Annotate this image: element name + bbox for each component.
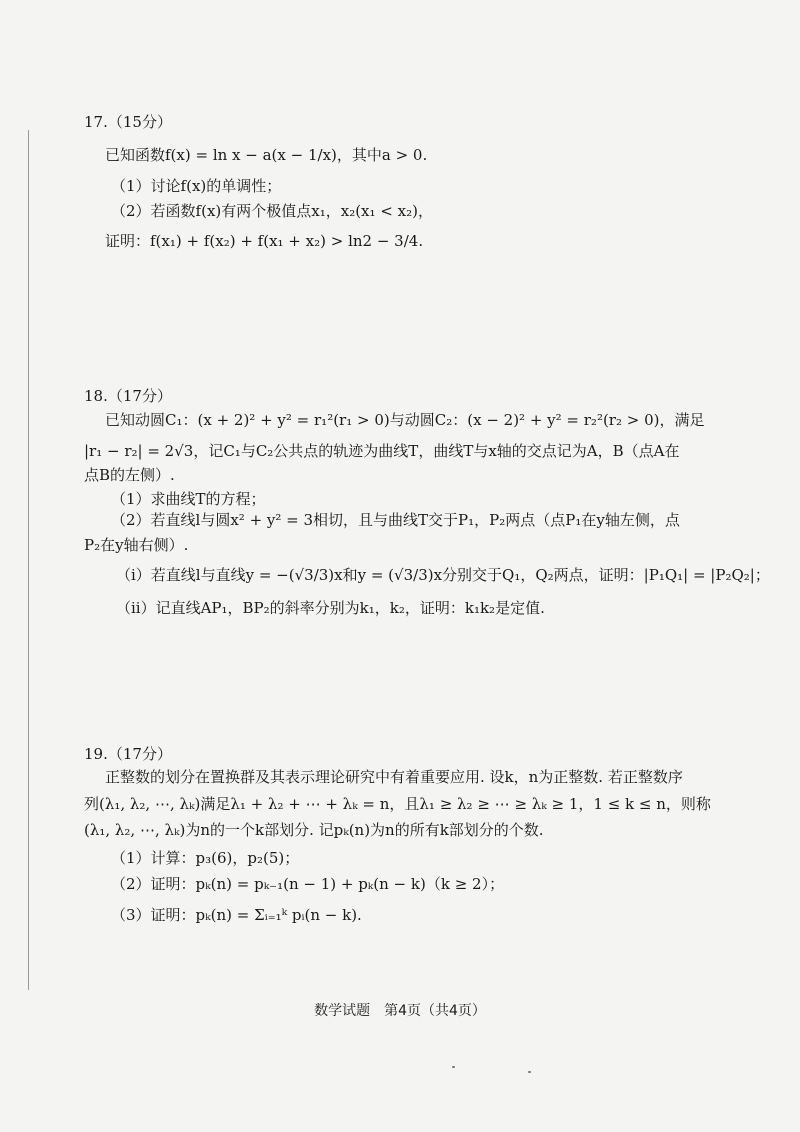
problem-18-title: 18.（17分）	[84, 387, 172, 405]
problem-18-part-1: （1）求曲线T的方程；	[111, 490, 266, 508]
problem-19-stem-line-2: 列(λ₁, λ₂, ⋯, λₖ)满足λ₁ + λ₂ + ⋯ + λₖ = n，且λ₁ ≥ λ₂ ≥ ⋯ ≥ λₖ ≥ 1，1 ≤ k ≤ n，则称	[84, 795, 711, 813]
left-margin-line	[28, 130, 29, 990]
problem-18-stem-line-1: 已知动圆C₁：(x + 2)² + y² = r₁²(r₁ > 0)与动圆C₂：(x − 2)² + y² = r₂²(r₂ > 0)，满足	[105, 411, 705, 429]
problem-17-proof: 证明：f(x₁) + f(x₂) + f(x₁ + x₂) > ln2 − 3/4.	[105, 232, 424, 250]
problem-17-stem: 已知函数f(x) = ln x − a(x − 1/x)，其中a > 0.	[105, 146, 428, 164]
problem-19-part-2: （2）证明：pₖ(n) = pₖ₋₁(n − 1) + pₖ(n − k)（k ≥ 2）；	[111, 875, 505, 893]
problem-18-part-2-ii: （ii）记直线AP₁，BP₂的斜率分别为k₁，k₂，证明：k₁k₂是定值.	[116, 599, 545, 617]
problem-19-part-3: （3）证明：pₖ(n) = Σᵢ₌₁ᵏ pᵢ(n − k).	[111, 906, 362, 924]
scan-speck	[452, 1066, 455, 1068]
problem-19-stem-line-3: (λ₁, λ₂, ⋯, λₖ)为n的一个k部划分. 记pₖ(n)为n的所有k部划分的个数.	[84, 821, 544, 839]
problem-19-stem-line-1: 正整数的划分在置换群及其表示理论研究中有着重要应用. 设k，n为正整数. 若正整数序	[105, 768, 683, 786]
problem-18-part-2-line-1: （2）若直线l与圆x² + y² = 3相切，且与曲线T交于P₁，P₂两点（点P₁在y轴左侧，点	[111, 511, 680, 529]
problem-17-part-1: （1）讨论f(x)的单调性；	[111, 177, 282, 195]
scan-speck	[528, 1071, 531, 1073]
problem-18-part-2-i: （i）若直线l与直线y = −(√3/3)x和y = (√3/3)x分别交于Q₁，Q₂两点，证明：|P₁Q₁| = |P₂Q₂|；	[116, 566, 770, 584]
problem-17-title: 17.（15分）	[84, 113, 172, 131]
problem-19-part-1: （1）计算：p₃(6)，p₂(5)；	[111, 849, 300, 867]
problem-18-stem-line-3: 点B的左侧）.	[84, 466, 175, 484]
problem-19-title: 19.（17分）	[84, 745, 172, 763]
page-footer: 数学试题 第4页（共4页）	[314, 1003, 486, 1019]
problem-18-part-2-line-2: P₂在y轴右侧）.	[84, 536, 189, 554]
problem-18-stem-line-2: |r₁ − r₂| = 2√3，记C₁与C₂公共点的轨迹为曲线T，曲线T与x轴的交点记为A，B（点A在	[84, 442, 680, 460]
problem-17-part-2: （2）若函数f(x)有两个极值点x₁，x₂(x₁ < x₂)，	[111, 202, 433, 220]
